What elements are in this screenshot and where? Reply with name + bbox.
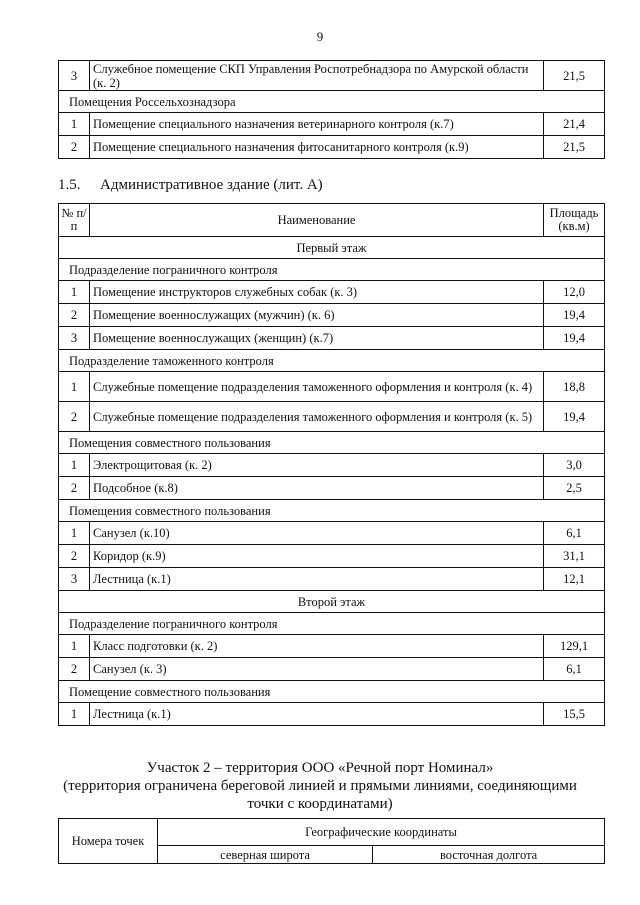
section-title: Административное здание (лит. А) xyxy=(100,177,323,193)
table-row xyxy=(59,304,605,327)
group-title: Подразделение пограничного контроля xyxy=(59,613,605,635)
page-number: 9 xyxy=(316,29,324,44)
room-name: Служебное помещение СКП Управления Роспотребнадзора по Амурской области (к. 2) xyxy=(90,61,544,91)
table-row xyxy=(59,658,605,681)
room-area: 19,4 xyxy=(544,327,605,350)
row-number: 2 xyxy=(59,304,90,327)
room-area: 6,1 xyxy=(544,522,605,545)
room-area: 12,0 xyxy=(544,281,605,304)
room-name: Класс подготовки (к. 2) xyxy=(90,635,544,658)
room-name: Помещение военнослужащих (мужчин) (к. 6) xyxy=(90,304,544,327)
table-row xyxy=(59,477,605,500)
room-area: 129,1 xyxy=(544,635,605,658)
group-row xyxy=(59,259,605,281)
table-row xyxy=(59,545,605,568)
table-rooms-continued xyxy=(58,60,605,159)
floor-row xyxy=(59,237,605,259)
table-coordinates xyxy=(58,818,605,864)
room-name: Коридор (к.9) xyxy=(90,545,544,568)
floor-row xyxy=(59,591,605,613)
room-area: 3,0 xyxy=(544,454,605,477)
row-number: 3 xyxy=(59,61,90,91)
section-heading-1-5 xyxy=(58,177,323,194)
row-number: 2 xyxy=(59,545,90,568)
room-name: Санузел (к. 3) xyxy=(90,658,544,681)
row-number: 1 xyxy=(59,454,90,477)
room-area: 19,4 xyxy=(544,402,605,432)
table-row xyxy=(59,703,605,726)
group-row xyxy=(59,613,605,635)
row-number: 1 xyxy=(59,281,90,304)
table-row xyxy=(59,402,605,432)
table-row xyxy=(59,327,605,350)
uchastok-line-2: (территория ограничена береговой линией и прямыми линиями, соединяющими xyxy=(63,778,577,794)
room-name: Подсобное (к.8) xyxy=(90,477,544,500)
room-area: 31,1 xyxy=(544,545,605,568)
row-number: 1 xyxy=(59,372,90,402)
group-title: Помещения совместного пользования xyxy=(59,432,605,454)
table-row xyxy=(59,281,605,304)
header-area: Площадь (кв.м) xyxy=(544,204,605,237)
group-title: Подразделение пограничного контроля xyxy=(59,259,605,281)
room-name: Электрощитовая (к. 2) xyxy=(90,454,544,477)
room-name: Служебные помещение подразделения таможенного оформления и контроля (к. 4) xyxy=(90,372,544,402)
room-area: 21,5 xyxy=(544,136,605,159)
section-number: 1.5. xyxy=(58,177,81,193)
row-number: 2 xyxy=(59,402,90,432)
floor-title: Второй этаж xyxy=(59,591,605,613)
room-area: 18,8 xyxy=(544,372,605,402)
header-coords: Географические координаты xyxy=(158,819,605,846)
row-number: 1 xyxy=(59,522,90,545)
group-title: Помещения Россельхознадзора xyxy=(59,91,605,113)
room-area: 21,5 xyxy=(544,61,605,91)
table-row xyxy=(59,522,605,545)
group-row xyxy=(59,500,605,522)
header-name: Наименование xyxy=(90,204,544,237)
table-row xyxy=(59,568,605,591)
table-row xyxy=(59,113,605,136)
room-name: Лестница (к.1) xyxy=(90,568,544,591)
group-title: Помещения совместного пользования xyxy=(59,500,605,522)
header-points: Номера точек xyxy=(59,819,158,864)
table-row xyxy=(59,136,605,159)
table-row xyxy=(59,61,605,91)
table-row xyxy=(59,372,605,402)
row-number: 2 xyxy=(59,477,90,500)
room-name: Помещение специального назначения ветеринарного контроля (к.7) xyxy=(90,113,544,136)
room-name: Помещение инструкторов служебных собак (к. 3) xyxy=(90,281,544,304)
room-area: 15,5 xyxy=(544,703,605,726)
floor-title: Первый этаж xyxy=(59,237,605,259)
room-area: 6,1 xyxy=(544,658,605,681)
header-lat: северная широта xyxy=(158,846,373,864)
room-area: 21,4 xyxy=(544,113,605,136)
room-area: 19,4 xyxy=(544,304,605,327)
row-number: 3 xyxy=(59,327,90,350)
table-row xyxy=(59,635,605,658)
table-row xyxy=(59,454,605,477)
row-number: 3 xyxy=(59,568,90,591)
group-row xyxy=(59,681,605,703)
group-row xyxy=(59,350,605,372)
row-number: 1 xyxy=(59,113,90,136)
room-name: Лестница (к.1) xyxy=(90,703,544,726)
row-number: 2 xyxy=(59,658,90,681)
group-row xyxy=(59,91,605,113)
row-number: 2 xyxy=(59,136,90,159)
row-number: 1 xyxy=(59,635,90,658)
uchastok-line-3: точки с координатами) xyxy=(247,796,393,812)
room-area: 2,5 xyxy=(544,477,605,500)
header-num: № п/п xyxy=(59,204,90,237)
header-lon: восточная долгота xyxy=(373,846,605,864)
room-name: Помещение военнослужащих (женщин) (к.7) xyxy=(90,327,544,350)
group-title: Помещение совместного пользования xyxy=(59,681,605,703)
room-name: Служебные помещение подразделения таможенного оформления и контроля (к. 5) xyxy=(90,402,544,432)
group-title: Подразделение таможенного контроля xyxy=(59,350,605,372)
uchastok-line-1: Участок 2 – территория ООО «Речной порт Номинал» xyxy=(146,760,494,776)
room-area: 12,1 xyxy=(544,568,605,591)
row-number: 1 xyxy=(59,703,90,726)
uchastok-heading xyxy=(0,759,640,813)
group-row xyxy=(59,432,605,454)
table-admin-building xyxy=(58,203,605,726)
room-name: Помещение специального назначения фитосанитарного контроля (к.9) xyxy=(90,136,544,159)
room-name: Санузел (к.10) xyxy=(90,522,544,545)
